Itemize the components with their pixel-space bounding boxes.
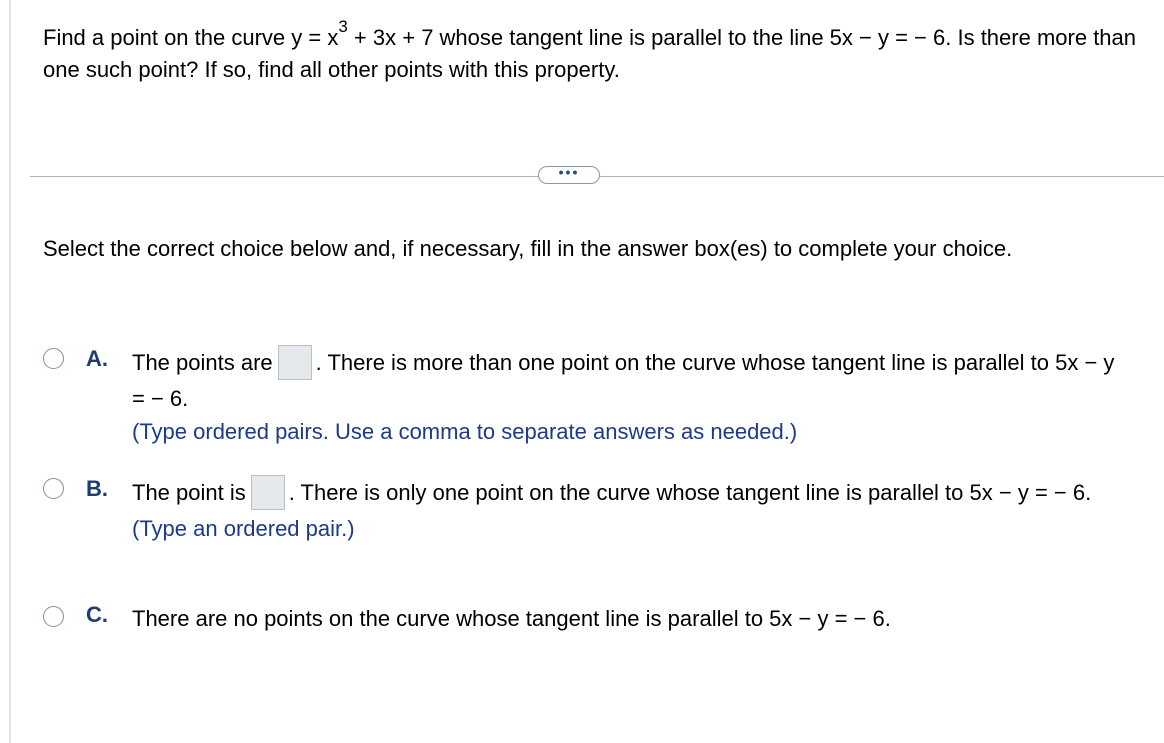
choice-a-hint: (Type ordered pairs. Use a comma to separate answers as needed.) <box>132 418 798 444</box>
choice-b-answer-box[interactable] <box>251 475 285 510</box>
choice-b-pre: The point is <box>132 480 246 505</box>
choice-a-answer-box[interactable] <box>278 345 312 380</box>
choice-b-hint: (Type an ordered pair.) <box>132 515 355 541</box>
left-border <box>9 0 11 743</box>
choice-c-radio[interactable] <box>43 606 64 627</box>
choice-a-letter: A. <box>86 346 108 371</box>
choice-c-letter: C. <box>86 602 108 627</box>
choice-b-post: . There is only one point on the curve whose tangent line is parallel to 5x − y = − 6. <box>288 480 1092 505</box>
more-options-button[interactable] <box>538 166 600 184</box>
question-text <box>43 17 1153 86</box>
choice-a-radio[interactable] <box>43 348 64 369</box>
ellipsis-icon: ••• <box>558 164 580 180</box>
choice-a-post: . There is more than one point on the curve whose tangent line is parallel to 5x − y = − 6. <box>132 350 1115 411</box>
choice-a-pre: The points are <box>132 350 273 375</box>
instruction-text: Select the correct choice below and, if necessary, fill in the answer box(es) to complete your choice. <box>43 236 1013 261</box>
choice-b-radio[interactable] <box>43 478 64 499</box>
choice-b-letter: B. <box>86 476 108 501</box>
choice-b-body <box>132 476 1132 545</box>
choice-c-text: There are no points on the curve whose tangent line is parallel to 5x − y = − 6. <box>132 606 891 631</box>
question-part-1: Find a point on the curve y = x <box>43 25 339 50</box>
question-exponent: 3 <box>338 17 348 36</box>
choice-a-body <box>132 346 1132 448</box>
question-part-2: + 3x + 7 whose tangent line is parallel to the line 5x − y = − 6. Is there more than one such point? If so, find all other points with this property. <box>43 25 1137 82</box>
